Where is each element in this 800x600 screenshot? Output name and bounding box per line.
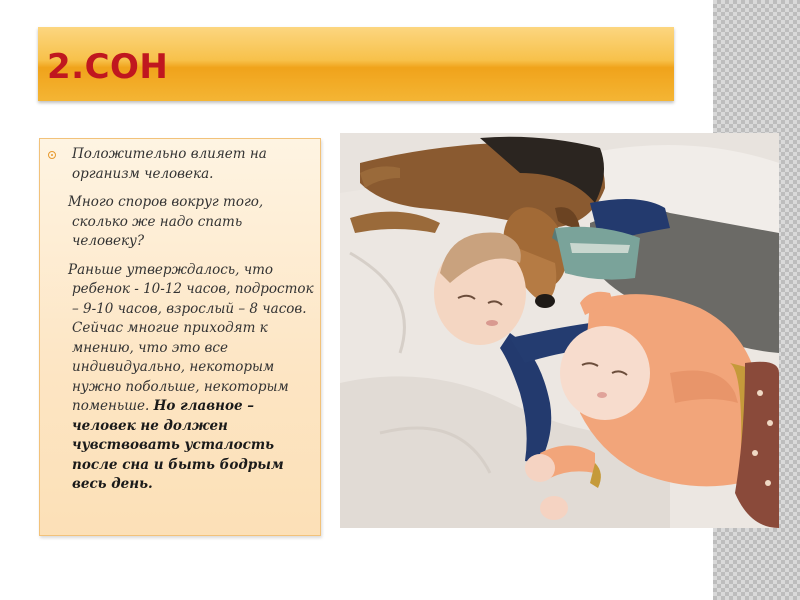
sleeping-children-photo [340,133,779,528]
bullet-item [46,145,314,184]
paragraph-sleep-debate: Много споров вокруг того, сколько же надо спать человеку? [68,194,264,249]
slide-title: 2.СОН [47,47,169,87]
bullet-icon [48,151,56,159]
text-panel [39,138,321,536]
paragraph-sleep-hours [46,261,314,495]
title-banner [38,27,674,101]
sleep-main-point: Но главное – человек не должен чувствовать усталость после сна и быть бодрым весь день. [72,398,284,492]
bullet-intro-text: Положительно влияет на организм человека. [72,146,267,182]
sleep-hours-text: Раньше утверждалось, что ребенок - 10-12 часов, подросток – 9-10 часов, взрослый – 8 часов. Сейчас многие приходят к мнению, что это все индивидуально, некоторым нужно побольше, некоторым поменьше. [68,261,314,414]
photo-illustration [340,133,779,528]
